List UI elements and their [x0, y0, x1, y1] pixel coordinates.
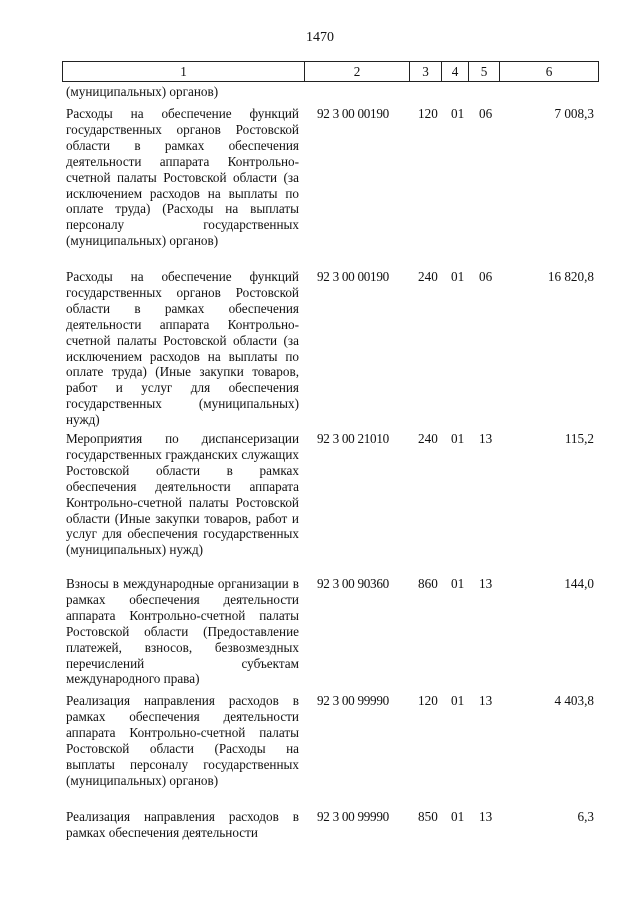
row-rz: 01: [451, 693, 465, 708]
row-vr: 120: [418, 106, 438, 121]
row-description: Взносы в международные организации в рамках обеспечения деятельности аппарата Контрольно-счетной палаты Ростовской области (Предоставление платежей, взносов, безвозмездных перечислений субъектам международного права): [66, 576, 299, 687]
page-number: 1470: [306, 30, 334, 45]
header-col-3: 3: [410, 62, 442, 82]
row-vr: 240: [418, 269, 438, 284]
row-amount: 16 820,8: [547, 269, 594, 284]
continuation-text: (муниципальных) органов): [66, 84, 219, 99]
row-rz: 01: [451, 269, 465, 284]
row-pr: 06: [479, 106, 493, 121]
row-vr: 120: [418, 693, 438, 708]
header-col-4: 4: [442, 62, 469, 82]
row-vr: 850: [418, 809, 438, 824]
row-pr: 13: [479, 576, 493, 591]
row-pr: 13: [479, 693, 493, 708]
table-header: [62, 61, 599, 82]
row-vr: 860: [418, 576, 438, 591]
row-code: 92 3 00 00190: [317, 106, 389, 121]
row-pr: 13: [479, 809, 493, 824]
row-code: 92 3 00 00190: [317, 269, 389, 284]
row-code: 92 3 00 21010: [317, 431, 389, 446]
row-amount: 115,2: [564, 431, 594, 446]
row-code: 92 3 00 90360: [317, 576, 389, 591]
header-row: [63, 62, 599, 82]
header-col-6: 6: [500, 62, 599, 82]
row-description: Мероприятия по диспансеризации государственных гражданских служащих Ростовской области в рамках обеспечения деятельности аппарата Контрольно-счетной палаты Ростовской области (Иные закупки товаров, работ и услуг для обеспечения государственных (муниципальных) нужд): [66, 431, 299, 558]
row-vr: 240: [418, 431, 438, 446]
row-description: Реализация направления расходов в рамках обеспечения деятельности: [66, 809, 299, 840]
row-pr: 06: [479, 269, 493, 284]
row-rz: 01: [451, 576, 465, 591]
row-rz: 01: [451, 106, 465, 121]
row-description: Реализация направления расходов в рамках обеспечения деятельности аппарата Контрольно-счетной палаты Ростовской области (Расходы на выплаты персоналу государственных (муниципальных) органов): [66, 693, 299, 788]
header-col-1: 1: [63, 62, 305, 82]
row-description: Расходы на обеспечение функций государственных органов Ростовской области в рамках обеспечения деятельности аппарата Контрольно-счетной палаты Ростовской области (за исключением расходов на выплаты по оплате труда) (Расходы на выплаты персоналу государственных (муниципальных) органов): [66, 106, 299, 249]
row-rz: 01: [451, 431, 465, 446]
row-amount: 144,0: [564, 576, 594, 591]
row-amount: 6,3: [577, 809, 594, 824]
row-amount: 4 403,8: [554, 693, 594, 708]
row-code: 92 3 00 99990: [317, 693, 389, 708]
row-rz: 01: [451, 809, 465, 824]
header-col-2: 2: [305, 62, 410, 82]
row-pr: 13: [479, 431, 493, 446]
row-description: Расходы на обеспечение функций государственных органов Ростовской области в рамках обеспечения деятельности аппарата Контрольно-счетной палаты Ростовской области (за исключением расходов на выплаты по оплате труда) (Иные закупки товаров, работ и услуг для обеспечения государственных (муниципальных) нужд): [66, 269, 299, 428]
row-code: 92 3 00 99990: [317, 809, 389, 824]
header-col-5: 5: [469, 62, 500, 82]
row-amount: 7 008,3: [554, 106, 594, 121]
